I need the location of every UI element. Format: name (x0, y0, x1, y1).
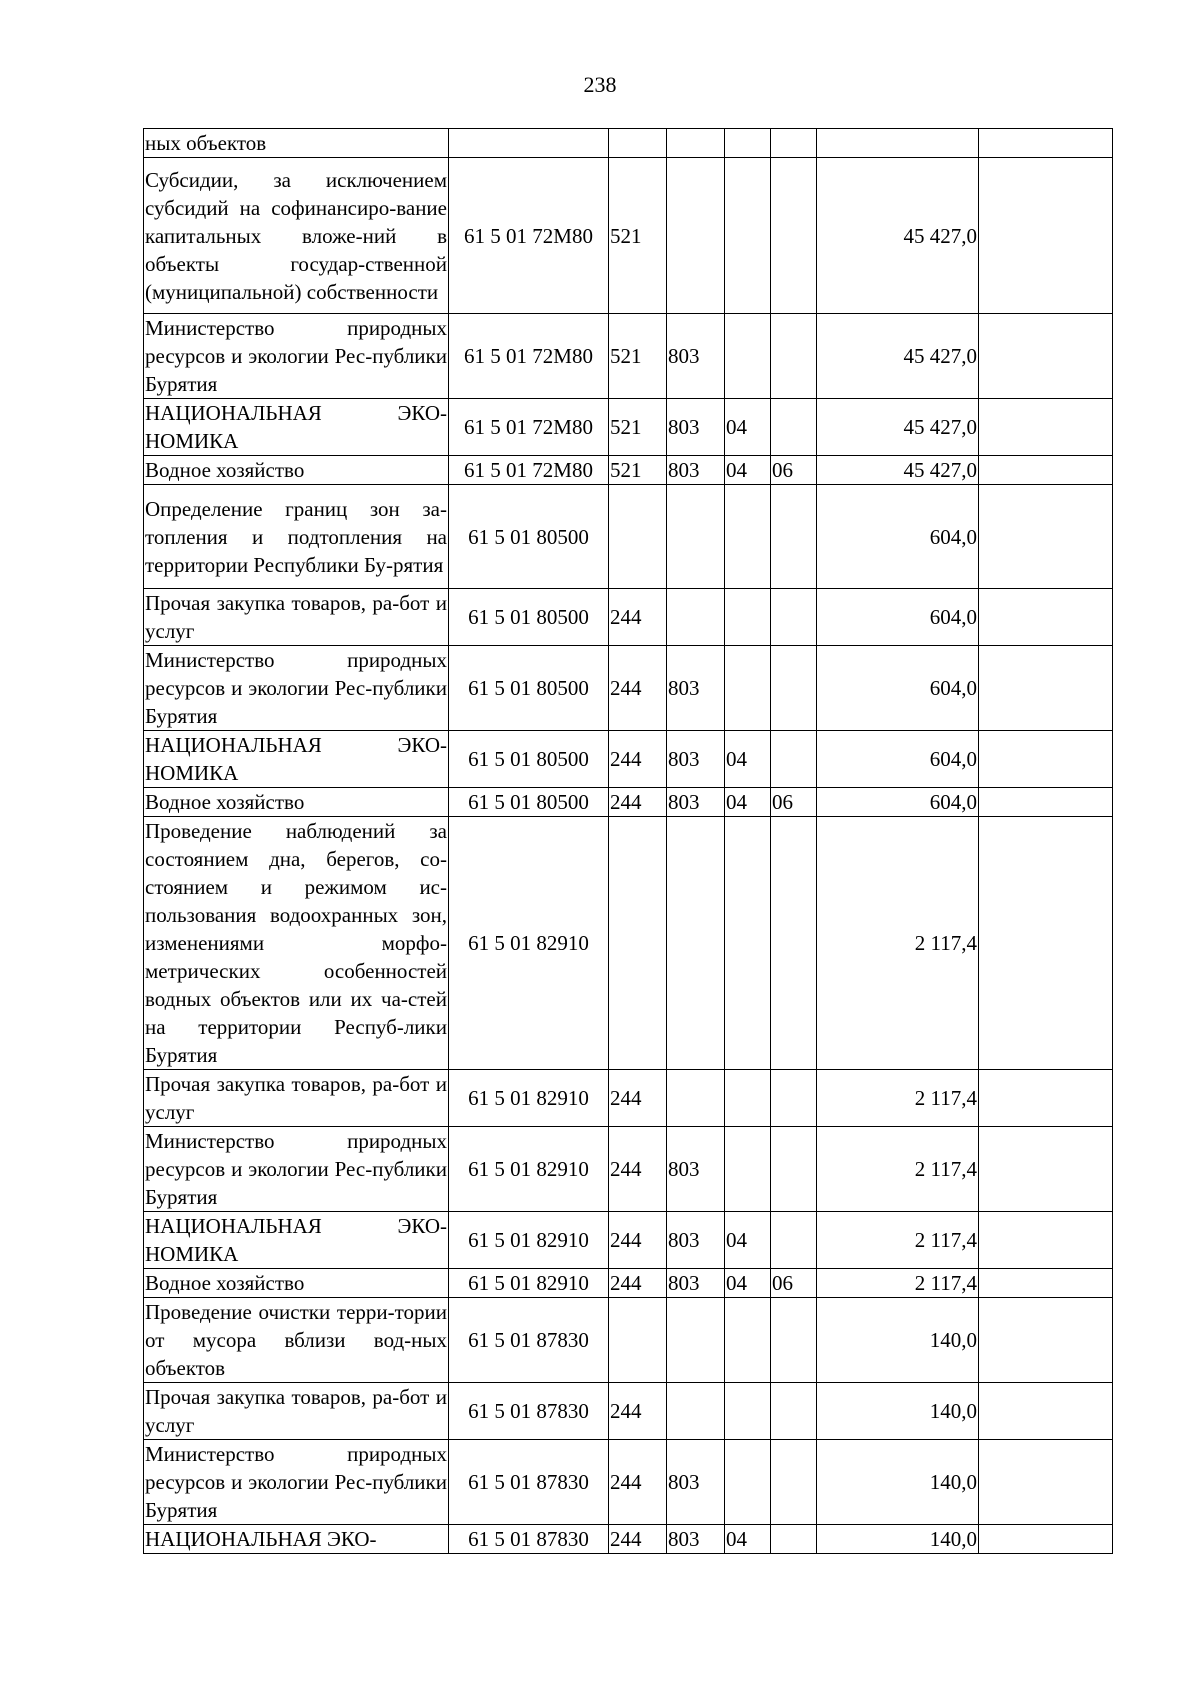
row-sum-cell: 45 427,0 (817, 158, 979, 314)
row-section-cell: 04 (725, 788, 771, 817)
row-code-cell: 61 5 01 72М80 (449, 456, 609, 485)
row-code-cell: 61 5 01 80500 (449, 589, 609, 646)
row-expense-type-cell (609, 1298, 667, 1383)
row-code-cell: 61 5 01 87830 (449, 1298, 609, 1383)
row-subsection-cell (771, 1127, 817, 1212)
row-expense-type-cell: 244 (609, 1212, 667, 1269)
row-name-cell: Министерство природных ресурсов и экологии Рес-публики Бурятия (144, 314, 449, 399)
row-empty-cell (979, 1298, 1113, 1383)
table-row (144, 1440, 1113, 1525)
row-subsection-cell (771, 1298, 817, 1383)
row-subsection-cell (771, 1212, 817, 1269)
row-expense-type-cell: 244 (609, 731, 667, 788)
row-expense-type-cell: 521 (609, 399, 667, 456)
row-name-cell: Министерство природных ресурсов и экологии Рес-публики Бурятия (144, 1127, 449, 1212)
row-name-cell: НАЦИОНАЛЬНАЯ ЭКО- (144, 1525, 449, 1554)
row-department-cell: 803 (667, 1440, 725, 1525)
row-code-cell: 61 5 01 87830 (449, 1525, 609, 1554)
row-name-cell: Водное хозяйство (144, 456, 449, 485)
row-code-cell: 61 5 01 87830 (449, 1383, 609, 1440)
table-row (144, 314, 1113, 399)
table-row (144, 1127, 1113, 1212)
row-sum-cell: 604,0 (817, 788, 979, 817)
row-subsection-cell (771, 1440, 817, 1525)
row-department-cell (667, 1298, 725, 1383)
row-name-cell: Проведение очистки терри-тории от мусора вблизи вод-ных объектов (144, 1298, 449, 1383)
row-empty-cell (979, 456, 1113, 485)
row-name-cell: Субсидии, за исключением субсидий на софинансиро-вание капитальных вложе-ний в объекты государ-ственной (муниципальной) собственности (144, 158, 449, 314)
row-department-cell (667, 817, 725, 1070)
row-subsection-cell (771, 485, 817, 589)
row-department-cell: 803 (667, 1212, 725, 1269)
row-department-cell: 803 (667, 314, 725, 399)
table-row (144, 731, 1113, 788)
row-code-cell: 61 5 01 80500 (449, 485, 609, 589)
row-empty-cell (979, 589, 1113, 646)
row-section-cell (725, 1440, 771, 1525)
row-department-cell: 803 (667, 1127, 725, 1212)
row-sum-cell: 2 117,4 (817, 817, 979, 1070)
row-department-cell (667, 485, 725, 589)
row-empty-cell (979, 1525, 1113, 1554)
row-name-cell: Прочая закупка товаров, ра-бот и услуг (144, 1070, 449, 1127)
row-name-cell: Министерство природных ресурсов и экологии Рес-публики Бурятия (144, 646, 449, 731)
row-code-cell: 61 5 01 72М80 (449, 399, 609, 456)
table-row (144, 788, 1113, 817)
row-empty-cell (979, 646, 1113, 731)
row-section-cell (725, 314, 771, 399)
row-section-cell (725, 158, 771, 314)
row-sum-cell: 604,0 (817, 485, 979, 589)
row-empty-cell (979, 1212, 1113, 1269)
row-section-cell: 04 (725, 1269, 771, 1298)
table-row (144, 817, 1113, 1070)
row-code-cell: 61 5 01 82910 (449, 1070, 609, 1127)
row-name-cell: НАЦИОНАЛЬНАЯ ЭКО-НОМИКА (144, 731, 449, 788)
budget-table-body (144, 129, 1113, 1554)
row-section-cell (725, 1298, 771, 1383)
row-subsection-cell (771, 129, 817, 158)
row-sum-cell (817, 129, 979, 158)
row-subsection-cell: 06 (771, 456, 817, 485)
row-subsection-cell (771, 158, 817, 314)
row-empty-cell (979, 731, 1113, 788)
row-sum-cell: 140,0 (817, 1440, 979, 1525)
row-department-cell (667, 1070, 725, 1127)
table-row (144, 399, 1113, 456)
row-sum-cell: 140,0 (817, 1525, 979, 1554)
row-section-cell (725, 485, 771, 589)
row-expense-type-cell (609, 129, 667, 158)
row-sum-cell: 604,0 (817, 589, 979, 646)
row-name-cell: Водное хозяйство (144, 788, 449, 817)
row-department-cell: 803 (667, 788, 725, 817)
row-empty-cell (979, 314, 1113, 399)
row-empty-cell (979, 158, 1113, 314)
table-row (144, 1212, 1113, 1269)
row-code-cell: 61 5 01 82910 (449, 817, 609, 1070)
row-subsection-cell: 06 (771, 788, 817, 817)
table-row (144, 1383, 1113, 1440)
row-empty-cell (979, 1070, 1113, 1127)
row-subsection-cell (771, 1070, 817, 1127)
row-subsection-cell (771, 646, 817, 731)
row-code-cell: 61 5 01 82910 (449, 1269, 609, 1298)
table-row (144, 1269, 1113, 1298)
row-department-cell (667, 129, 725, 158)
row-expense-type-cell: 244 (609, 1070, 667, 1127)
table-row (144, 589, 1113, 646)
row-name-cell: НАЦИОНАЛЬНАЯ ЭКО-НОМИКА (144, 399, 449, 456)
row-subsection-cell (771, 399, 817, 456)
row-sum-cell: 140,0 (817, 1383, 979, 1440)
row-section-cell (725, 646, 771, 731)
row-empty-cell (979, 485, 1113, 589)
table-row (144, 1525, 1113, 1554)
row-department-cell: 803 (667, 456, 725, 485)
row-department-cell: 803 (667, 1525, 725, 1554)
row-expense-type-cell: 521 (609, 456, 667, 485)
table-row (144, 129, 1113, 158)
row-name-cell: Определение границ зон за-топления и подтопления на территории Республики Бу-рятия (144, 485, 449, 589)
table-row (144, 485, 1113, 589)
row-name-cell: ных объектов (144, 129, 449, 158)
row-empty-cell (979, 788, 1113, 817)
row-department-cell: 803 (667, 731, 725, 788)
row-subsection-cell: 06 (771, 1269, 817, 1298)
row-code-cell: 61 5 01 72М80 (449, 158, 609, 314)
row-name-cell: НАЦИОНАЛЬНАЯ ЭКО-НОМИКА (144, 1212, 449, 1269)
row-empty-cell (979, 1269, 1113, 1298)
row-empty-cell (979, 399, 1113, 456)
row-section-cell (725, 1070, 771, 1127)
row-subsection-cell (771, 817, 817, 1070)
budget-table (143, 128, 1113, 1554)
table-row (144, 158, 1113, 314)
row-section-cell: 04 (725, 456, 771, 485)
row-expense-type-cell: 244 (609, 589, 667, 646)
row-name-cell: Прочая закупка товаров, ра-бот и услуг (144, 589, 449, 646)
row-section-cell: 04 (725, 1212, 771, 1269)
row-expense-type-cell: 244 (609, 788, 667, 817)
row-section-cell (725, 1127, 771, 1212)
row-section-cell: 04 (725, 1525, 771, 1554)
row-expense-type-cell: 244 (609, 1525, 667, 1554)
row-subsection-cell (771, 589, 817, 646)
table-row (144, 456, 1113, 485)
row-department-cell: 803 (667, 646, 725, 731)
row-sum-cell: 2 117,4 (817, 1127, 979, 1212)
row-code-cell: 61 5 01 80500 (449, 731, 609, 788)
row-expense-type-cell (609, 485, 667, 589)
row-sum-cell: 45 427,0 (817, 399, 979, 456)
row-section-cell (725, 589, 771, 646)
row-section-cell (725, 817, 771, 1070)
table-row (144, 1070, 1113, 1127)
row-expense-type-cell: 521 (609, 158, 667, 314)
row-code-cell: 61 5 01 87830 (449, 1440, 609, 1525)
row-expense-type-cell: 244 (609, 1127, 667, 1212)
row-code-cell: 61 5 01 82910 (449, 1127, 609, 1212)
row-section-cell: 04 (725, 731, 771, 788)
row-sum-cell: 604,0 (817, 646, 979, 731)
row-empty-cell (979, 1383, 1113, 1440)
row-name-cell: Прочая закупка товаров, ра-бот и услуг (144, 1383, 449, 1440)
row-code-cell: 61 5 01 82910 (449, 1212, 609, 1269)
row-sum-cell: 45 427,0 (817, 314, 979, 399)
row-expense-type-cell: 244 (609, 1440, 667, 1525)
row-expense-type-cell: 244 (609, 1383, 667, 1440)
row-expense-type-cell: 244 (609, 1269, 667, 1298)
row-department-cell (667, 158, 725, 314)
row-empty-cell (979, 817, 1113, 1070)
row-name-cell: Проведение наблюдений за состоянием дна, берегов, со-стоянием и режимом ис-пользования водоохранных зон, изменениями морфо-метрических особенностей водных объектов или их ча-стей на территории Респуб-лики Бурятия (144, 817, 449, 1070)
row-expense-type-cell: 521 (609, 314, 667, 399)
row-code-cell: 61 5 01 72М80 (449, 314, 609, 399)
row-code-cell: 61 5 01 80500 (449, 788, 609, 817)
row-department-cell (667, 589, 725, 646)
row-empty-cell (979, 1127, 1113, 1212)
row-expense-type-cell (609, 817, 667, 1070)
row-sum-cell: 140,0 (817, 1298, 979, 1383)
row-subsection-cell (771, 1525, 817, 1554)
row-subsection-cell (771, 1383, 817, 1440)
row-code-cell (449, 129, 609, 158)
row-section-cell (725, 129, 771, 158)
row-section-cell (725, 1383, 771, 1440)
row-sum-cell: 2 117,4 (817, 1269, 979, 1298)
row-name-cell: Министерство природных ресурсов и экологии Рес-публики Бурятия (144, 1440, 449, 1525)
row-expense-type-cell: 244 (609, 646, 667, 731)
row-empty-cell (979, 1440, 1113, 1525)
page-number: 238 (583, 72, 617, 97)
row-sum-cell: 2 117,4 (817, 1212, 979, 1269)
table-row (144, 1298, 1113, 1383)
row-sum-cell: 604,0 (817, 731, 979, 788)
row-department-cell (667, 1383, 725, 1440)
row-subsection-cell (771, 731, 817, 788)
row-name-cell: Водное хозяйство (144, 1269, 449, 1298)
row-subsection-cell (771, 314, 817, 399)
table-row (144, 646, 1113, 731)
row-department-cell: 803 (667, 399, 725, 456)
row-department-cell: 803 (667, 1269, 725, 1298)
row-code-cell: 61 5 01 80500 (449, 646, 609, 731)
row-section-cell: 04 (725, 399, 771, 456)
row-empty-cell (979, 129, 1113, 158)
row-sum-cell: 2 117,4 (817, 1070, 979, 1127)
row-sum-cell: 45 427,0 (817, 456, 979, 485)
